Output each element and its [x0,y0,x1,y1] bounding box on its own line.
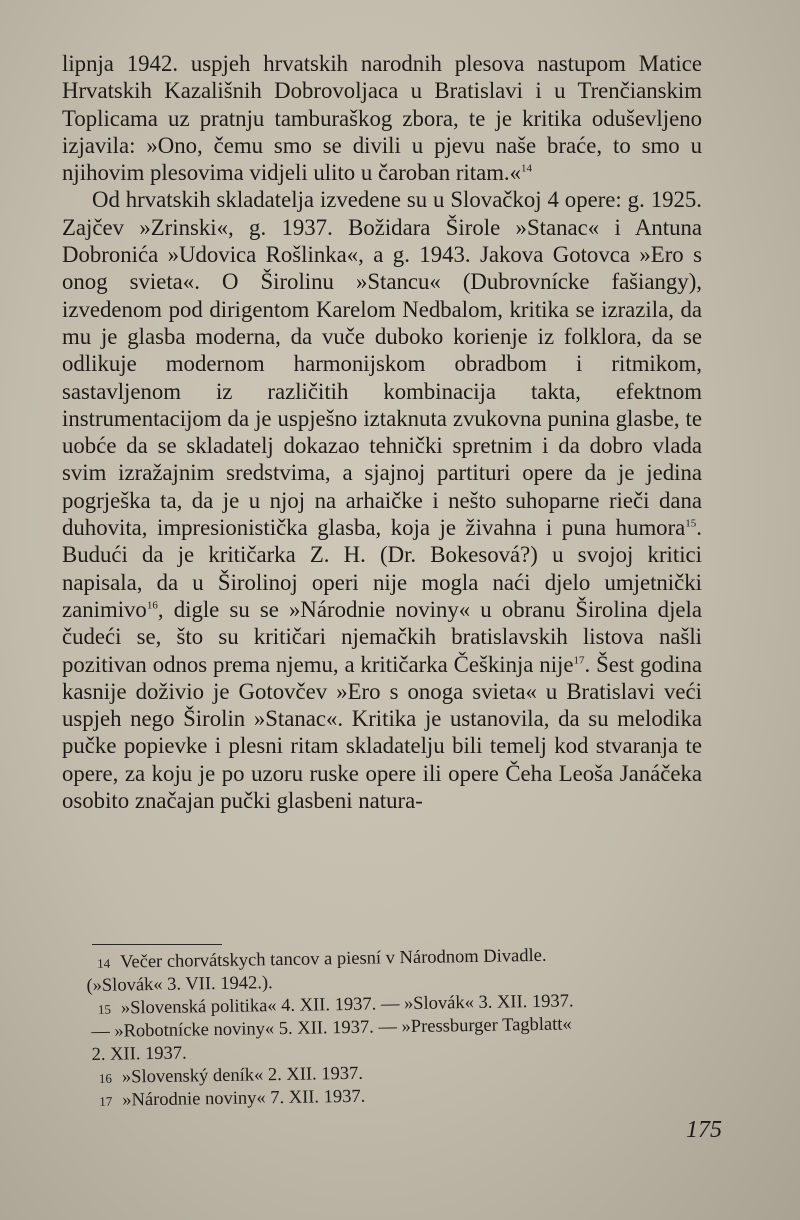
footnote-ref-16: 16 [146,599,158,612]
footnote-text: »Národnie noviny« 7. XII. 1937. [122,1086,366,1111]
footnote-divider [92,944,222,945]
paragraph-2-text-a: Od hrvatskih skladatelja izvedene su u Slovačkoj 4 opere: g. 1925. Zajčev »Zrinski«, g. 1937. Božidara Širole »Stanac« i Antuna Dobronića »Udovica Rošlinka«, a g. 1943. Jakova Gotovca »Ero s onog svieta«. O Širolinu »Stancu« (Dubrovnícke fašiangy), izvedenom pod dirigentom Karelom Nedbalom, kritika se izrazila, da mu je glasba moderna, da vuče duboko korienje iz folklora, da se odlikuje modernom harmonijskom obradbom i ritmikom, sastavljenom iz različitih kombinacija takta, efektnom instrumentacijom da je uspješno iztaknuta zvukovna punina glasbe, te uobće da se skladatelj dokazao tehnički spretnim i da dobro vlada svim izražajnim sredstvima, a sjajnoj partituri opere da je jedina pogrješka ta, da je u njoj na arhaičke i nešto suhoparne rieči dana duhovita, impresionistička glasba, koja je živahna i puna humora [62,187,702,541]
footnote-text: 2. XII. 1937. [91,1043,187,1066]
footnote-ref-17: 17 [573,653,585,666]
page-number: 175 [686,1117,722,1143]
paragraph-2-text-c: , digle su se »Národnie noviny« u obranu Širolina djela čudeći se, što su kritičari njemačkih bratislavskih listova našli pozitivan odnos prema njemu, a kritičarka Češkinja nije [62,596,702,677]
footnote-ref-14: 14 [521,162,533,175]
footnotes [86,942,726,1113]
footnote-text: (»Slovák« 3. VII. 1942.). [86,973,273,997]
paragraph-1 [62,50,702,186]
footnote-ref-15: 15 [685,517,697,530]
paragraph-1-text: lipnja 1942. uspjeh hrvatskih narodnih plesova nastupom Matice Hrvatskih Kazališnih Dobrovoljaca u Bratislavi i u Trenčianskim Toplicama uz pratnju tamburaškog zbora, te je kritika oduševljeno izjavila: »Ono, čemu smo se divili u pjevu naše braće, to smo u njihovim plesovima vidjeli ulito u čaroban ritam.« [62,51,702,186]
footnote-number: 16 [98,1070,113,1086]
footnote-number: 14 [97,955,111,971]
footnote-text: »Slovenský deník« 2. XII. 1937. [121,1063,364,1088]
paragraph-2-text-d: . Šest godina kasnije doživio je Gotovčev »Ero s onoga svieta« u Bratislavi veći uspjeh nego Širolin »Stanac«. Kritika je ustanovila, da su melodika pučke popievke i plesni ritam skladatelju bili temelj kod stvaranja te opere, za koju je po uzoru ruske opere ili opere Čeha Leoša Janáčeka osobito značajan pučki glasbeni natura- [62,651,702,814]
body-text [62,50,702,814]
footnote-text: Večer chorvátskych tancov a piesní v Národnom Divadle. [120,945,547,973]
paragraph-2 [62,186,702,814]
footnote-text: — »Robotnícke noviny« 5. XII. 1937. — »Pressburger Tagblatt« [91,1014,572,1043]
footnote-number: 15 [97,1001,112,1017]
footnote-number: 17 [99,1093,113,1109]
footnote-text: »Slovenská politika« 4. XII. 1937. — »Slovák« 3. XII. 1937. [120,991,574,1019]
paragraph-2-text-b: . Budući da je kritičarka Z. H. (Dr. Bokesová?) u svojoj kritici napisala, da u Širolinoj operi nije mogla naći djelo umjetnički zanimivo [62,515,702,622]
